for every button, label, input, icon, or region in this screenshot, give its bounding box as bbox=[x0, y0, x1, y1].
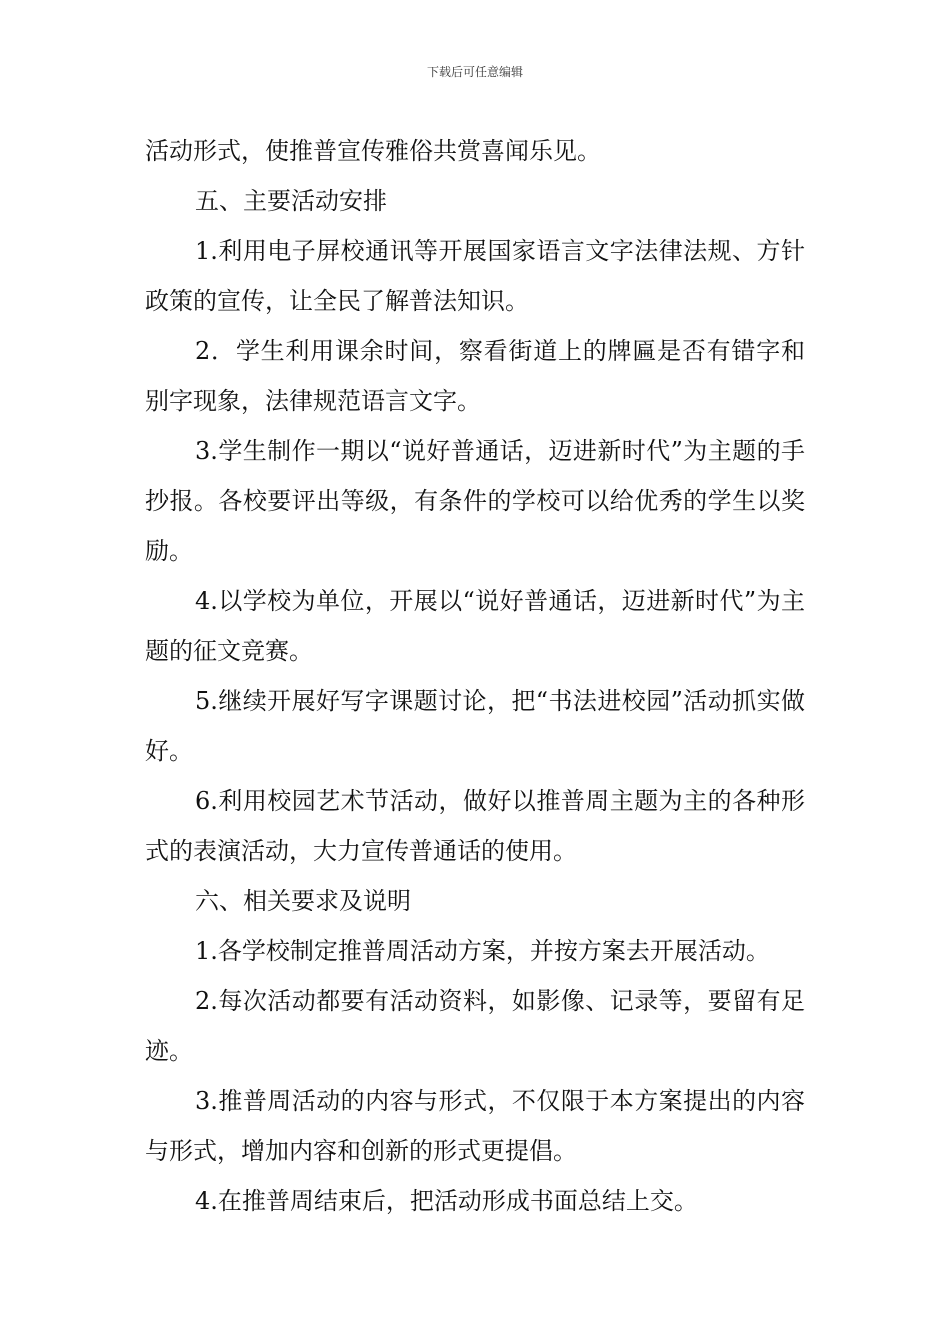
requirement-item-2: 2.每次活动都要有活动资料，如影像、记录等，要留有足迹。 bbox=[145, 987, 805, 1065]
section-heading-six: 六、相关要求及说明 bbox=[195, 887, 411, 915]
requirement-item-1: 1.各学校制定推普周活动方案，并按方案去开展活动。 bbox=[195, 937, 770, 965]
activity-item-3: 3.学生制作一期以“说好普通话，迈进新时代”为主题的手抄报。各校要评出等级，有条件的学校可以给优秀的学生以奖励。 bbox=[145, 437, 805, 565]
activity-item-4: 4.以学校为单位，开展以“说好普通话，迈进新时代”为主题的征文竞赛。 bbox=[145, 587, 805, 665]
requirement-item-3: 3.推普周活动的内容与形式，不仅限于本方案提出的内容与形式，增加内容和创新的形式更提倡。 bbox=[145, 1087, 805, 1165]
document-body bbox=[145, 126, 805, 1226]
requirement-item-4: 4.在推普周结束后，把活动形成书面总结上交。 bbox=[195, 1187, 698, 1215]
activity-item-6: 6.利用校园艺术节活动，做好以推普周主题为主的各种形式的表演活动，大力宣传普通话的使用。 bbox=[145, 787, 805, 865]
paragraph-continuation: 活动形式，使推普宣传雅俗共赏喜闻乐见。 bbox=[145, 137, 601, 165]
activity-item-5: 5.继续开展好写字课题讨论，把“书法进校园”活动抓实做好。 bbox=[145, 687, 805, 765]
activity-item-1: 1.利用电子屏校通讯等开展国家语言文字法律法规、方针政策的宣传，让全民了解普法知识。 bbox=[145, 237, 805, 315]
section-heading-five: 五、主要活动安排 bbox=[195, 187, 387, 215]
page-header-note: 下载后可任意编辑 bbox=[426, 65, 523, 79]
activity-item-2: 2．学生利用课余时间，察看街道上的牌匾是否有错字和别字现象，法律规范语言文字。 bbox=[145, 337, 805, 415]
